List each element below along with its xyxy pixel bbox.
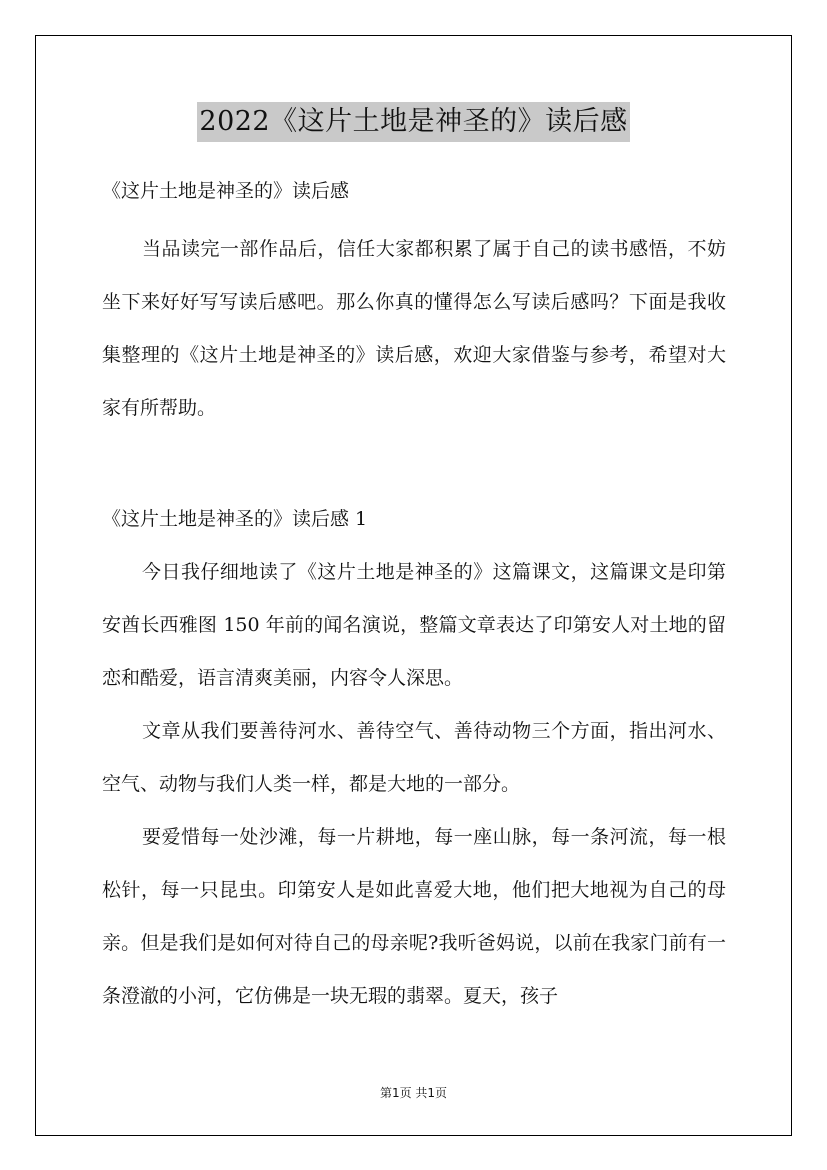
document-subtitle: 《这片土地是神圣的》读后感 (102, 180, 350, 202)
body-block (102, 546, 726, 1023)
subtitle-block (102, 176, 726, 206)
intro-block (102, 223, 726, 435)
section-heading: 《这片土地是神圣的》读后感 1 (102, 508, 368, 530)
intro-paragraph: 当品读完一部作品后，信任大家都积累了属于自己的读书感悟，不妨坐下来好好写写读后感吧。那么你真的懂得怎么写读后感吗？下面是我收集整理的《这片土地是神圣的》读后感，欢迎大家借鉴与参考，希望对大家有所帮助。 (102, 238, 726, 419)
document-title: 2022《这片土地是神圣的》读后感 (197, 102, 629, 142)
page-number: 第1页 共1页 (379, 1086, 448, 1100)
body-paragraph-2: 文章从我们要善待河水、善待空气、善待动物三个方面，指出河水、空气、动物与我们人类一样，都是大地的一部分。 (102, 720, 726, 795)
body-paragraph-1: 今日我仔细地读了《这片土地是神圣的》这篇课文，这篇课文是印第安酋长西雅图 150 年前的闻名演说，整篇文章表达了印第安人对土地的留恋和酷爱，语言清爽美丽，内容令人深思。 (102, 561, 726, 689)
title-container (0, 102, 827, 142)
section-heading-block (102, 504, 726, 534)
page-footer (0, 1084, 827, 1101)
body-paragraph-3: 要爱惜每一处沙滩，每一片耕地，每一座山脉，每一条河流，每一根松针，每一只昆虫。印第安人是如此喜爱大地，他们把大地视为自己的母亲。但是我们是如何对待自己的母亲呢?我听爸妈说，以前在我家门前有一条澄澈的小河，它仿佛是一块无瑕的翡翠。夏天，孩子 (102, 826, 726, 1007)
